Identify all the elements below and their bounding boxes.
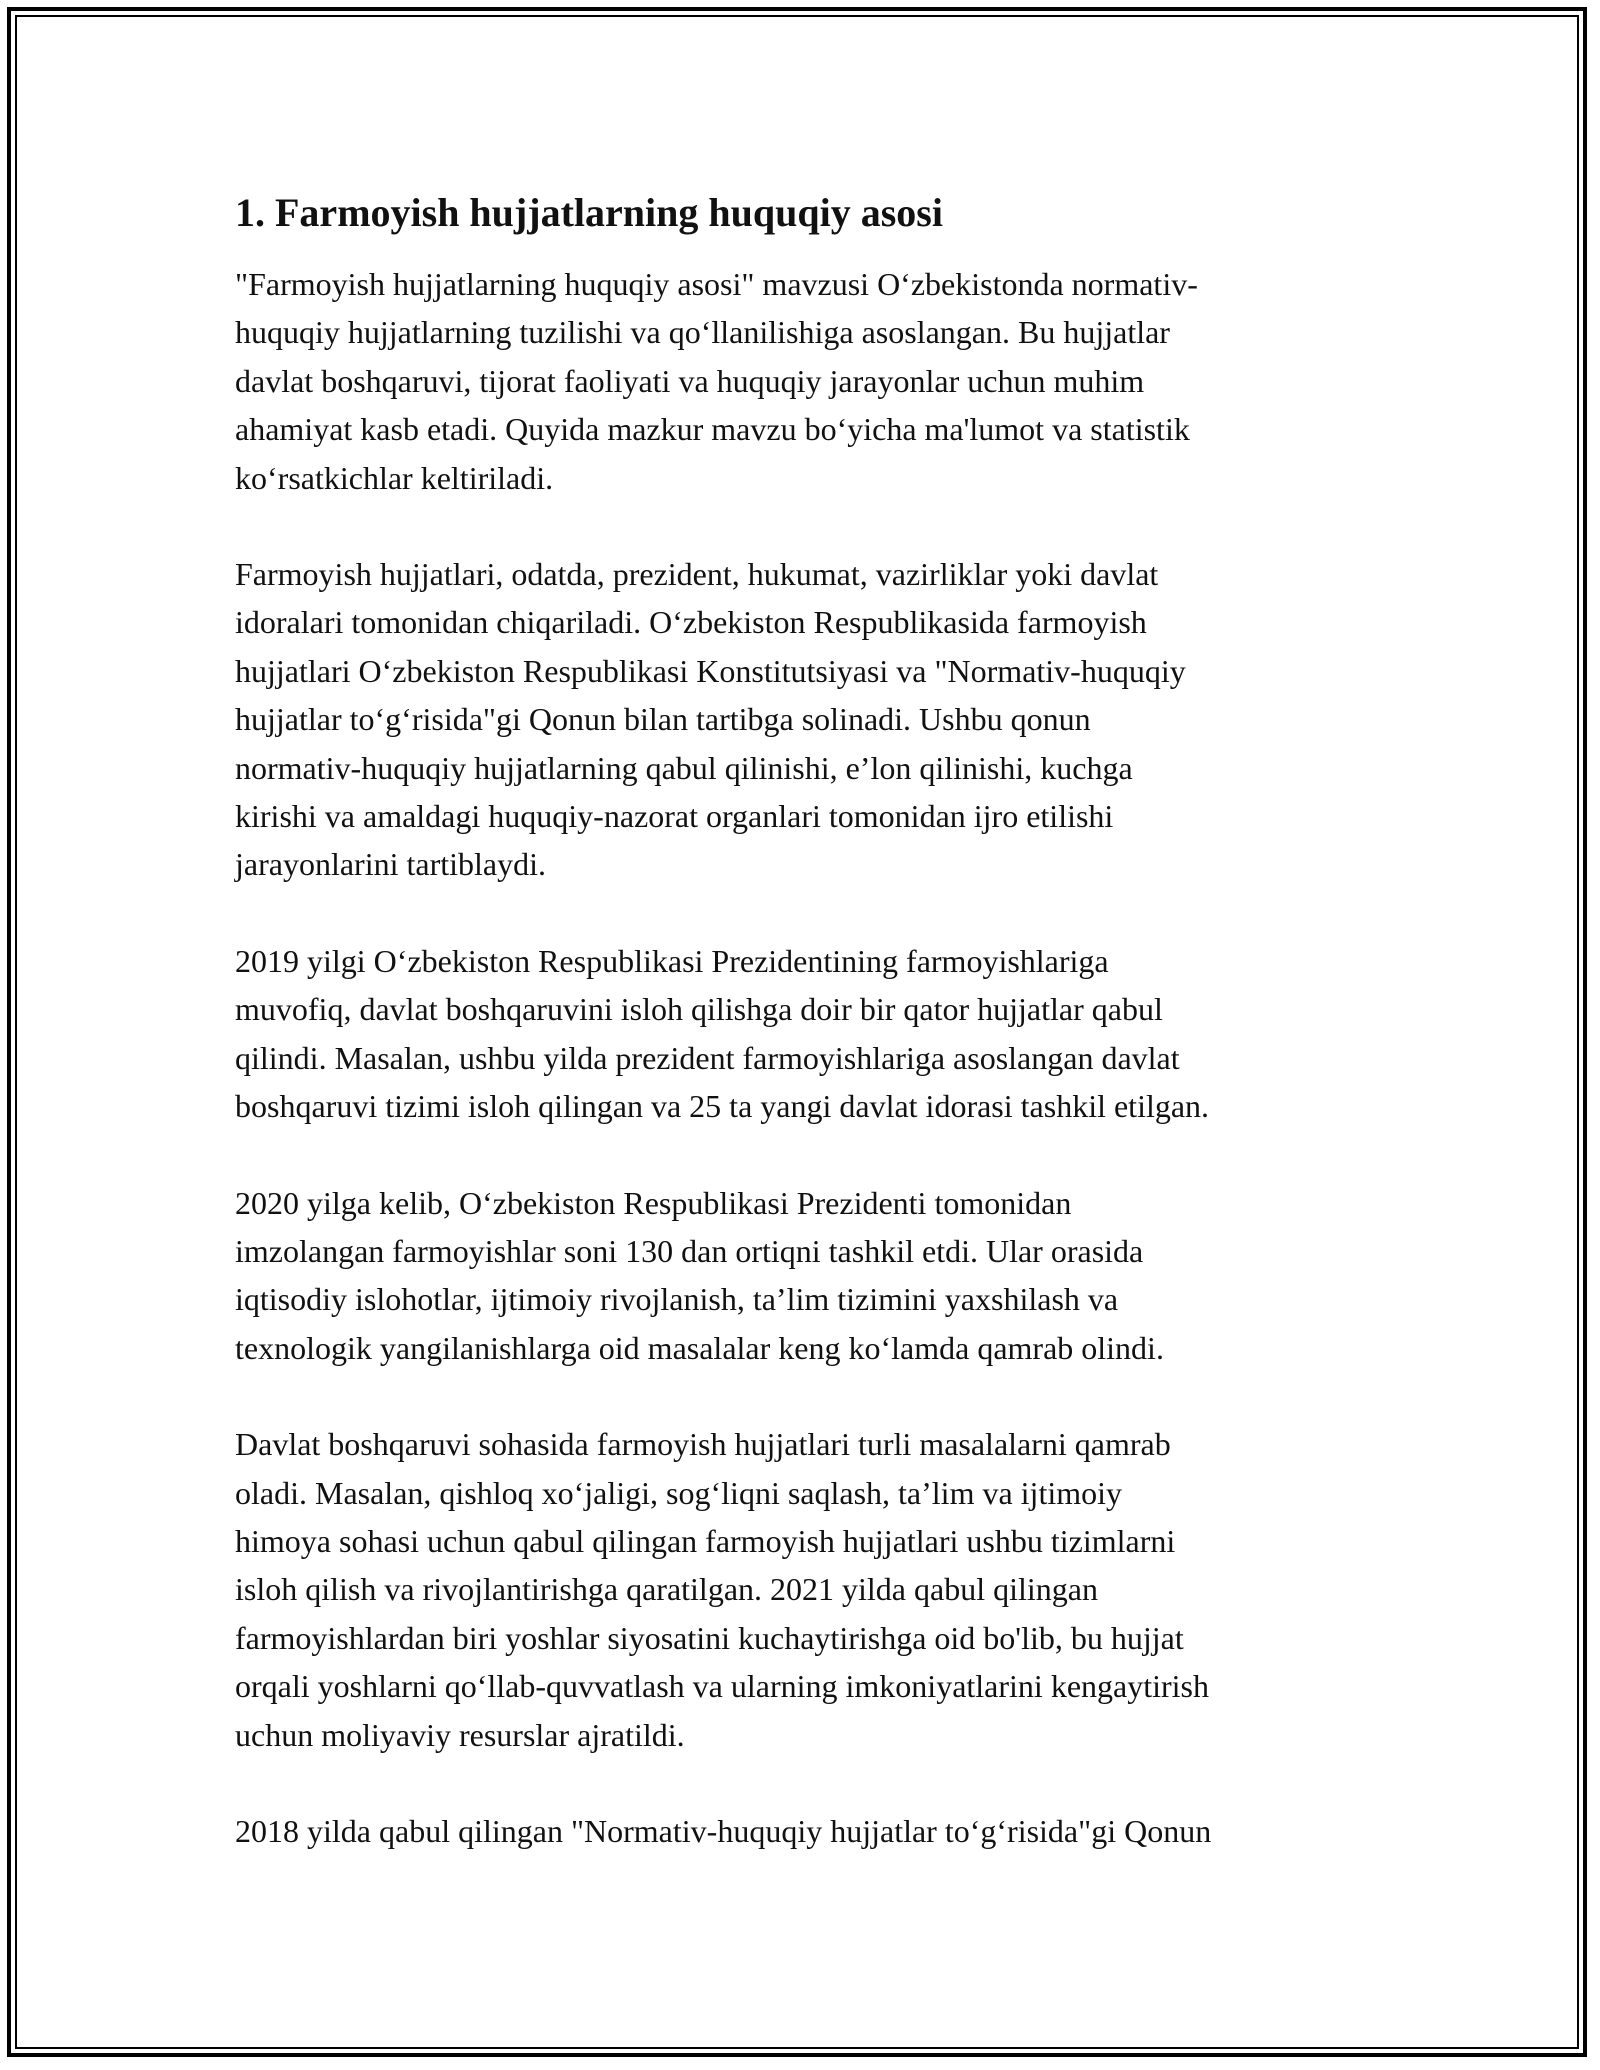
text-line: ko‘rsatkichlar keltiriladi. <box>235 459 554 496</box>
text-line: muvofiq, davlat boshqaruvini isloh qilishga doir bir qator hujjatlar qabul <box>235 991 1163 1028</box>
text-line: 2018 yilda qabul qilingan "Normativ-huquqiy hujjatlar to‘g‘risida"gi Qonun <box>235 1812 1212 1849</box>
paragraph-government-areas <box>235 1420 1365 1759</box>
section-heading: 1. Farmoyish hujjatlarning huquqiy asosi <box>235 190 943 235</box>
paragraph-2020 <box>235 1179 1365 1373</box>
text-line: farmoyishlardan biri yoshlar siyosatini kuchaytirishga oid bo'lib, bu hujjat <box>235 1619 1184 1656</box>
paragraph-2018 <box>235 1807 1365 1855</box>
text-line: ahamiyat kasb etadi. Quyida mazkur mavzu bo‘yicha ma'lumot va statistik <box>235 411 1190 448</box>
text-line: normativ-huquqiy hujjatlarning qabul qilinishi, e’lon qilinishi, kuchga <box>235 749 1133 786</box>
text-line: huquqiy hujjatlarning tuzilishi va qo‘llanilishiga asoslangan. Bu hujjatlar <box>235 314 1170 351</box>
text-line: himoya sohasi uchun qabul qilingan farmoyish hujjatlari ushbu tizimlarni <box>235 1522 1176 1559</box>
text-line: hujjatlar to‘g‘risida"gi Qonun bilan tartibga solinadi. Ushbu qonun <box>235 701 1091 738</box>
text-line: jarayonlarini tartiblaydi. <box>235 846 546 883</box>
text-line: uchun moliyaviy resurslar ajratildi. <box>235 1716 685 1753</box>
text-line: texnologik yangilanishlarga oid masalalar keng ko‘lamda qamrab olindi. <box>235 1329 1164 1366</box>
text-line: orqali yoshlarni qo‘llab-quvvatlash va ularning imkoniyatlarini kengaytirish <box>235 1668 1209 1705</box>
text-line: Farmoyish hujjatlari, odatda, prezident, hukumat, vazirliklar yoki davlat <box>235 556 1159 593</box>
text-line: iqtisodiy islohotlar, ijtimoiy rivojlanish, ta’lim tizimini yaxshilash va <box>235 1281 1119 1318</box>
text-line: Davlat boshqaruvi sohasida farmoyish hujjatlari turli masalalarni qamrab <box>235 1426 1171 1463</box>
text-line: boshqaruvi tizimi isloh qilingan va 25 ta yangi davlat idorasi tashkil etilgan. <box>235 1088 1210 1125</box>
text-line: "Farmoyish hujjatlarning huquqiy asosi" mavzusi O‘zbekistonda normativ- <box>235 266 1198 302</box>
text-line: hujjatlari O‘zbekiston Respublikasi Konstitutsiyasi va "Normativ-huquqiy <box>235 652 1186 689</box>
paragraph-issuers <box>235 550 1365 889</box>
paragraph-intro <box>235 260 1365 502</box>
paragraph-2019 <box>235 937 1365 1131</box>
text-line: isloh qilish va rivojlantirishga qaratilgan. 2021 yilda qabul qilingan <box>235 1571 1098 1608</box>
text-line: idoralari tomonidan chiqariladi. O‘zbekiston Respublikasida farmoyish <box>235 604 1147 641</box>
text-line: davlat boshqaruvi, tijorat faoliyati va huquqiy jarayonlar uchun muhim <box>235 362 1145 399</box>
text-line: kirishi va amaldagi huquqiy-nazorat organlari tomonidan ijro etilishi <box>235 798 1114 835</box>
text-line: imzolangan farmoyishlar soni 130 dan ortiqni tashkil etdi. Ular orasida <box>235 1232 1144 1269</box>
text-line: 2019 yilgi O‘zbekiston Respublikasi Prezidentining farmoyishlariga <box>235 942 1109 979</box>
text-line: 2020 yilga kelib, O‘zbekiston Respublikasi Prezidenti tomonidan <box>235 1184 1072 1221</box>
text-line: oladi. Masalan, qishloq xo‘jaligi, sog‘liqni saqlash, ta’lim va ijtimoiy <box>235 1474 1122 1511</box>
document-body <box>235 188 1365 1903</box>
text-line: qilindi. Masalan, ushbu yilda prezident farmoyishlariga asoslangan davlat <box>235 1039 1180 1076</box>
